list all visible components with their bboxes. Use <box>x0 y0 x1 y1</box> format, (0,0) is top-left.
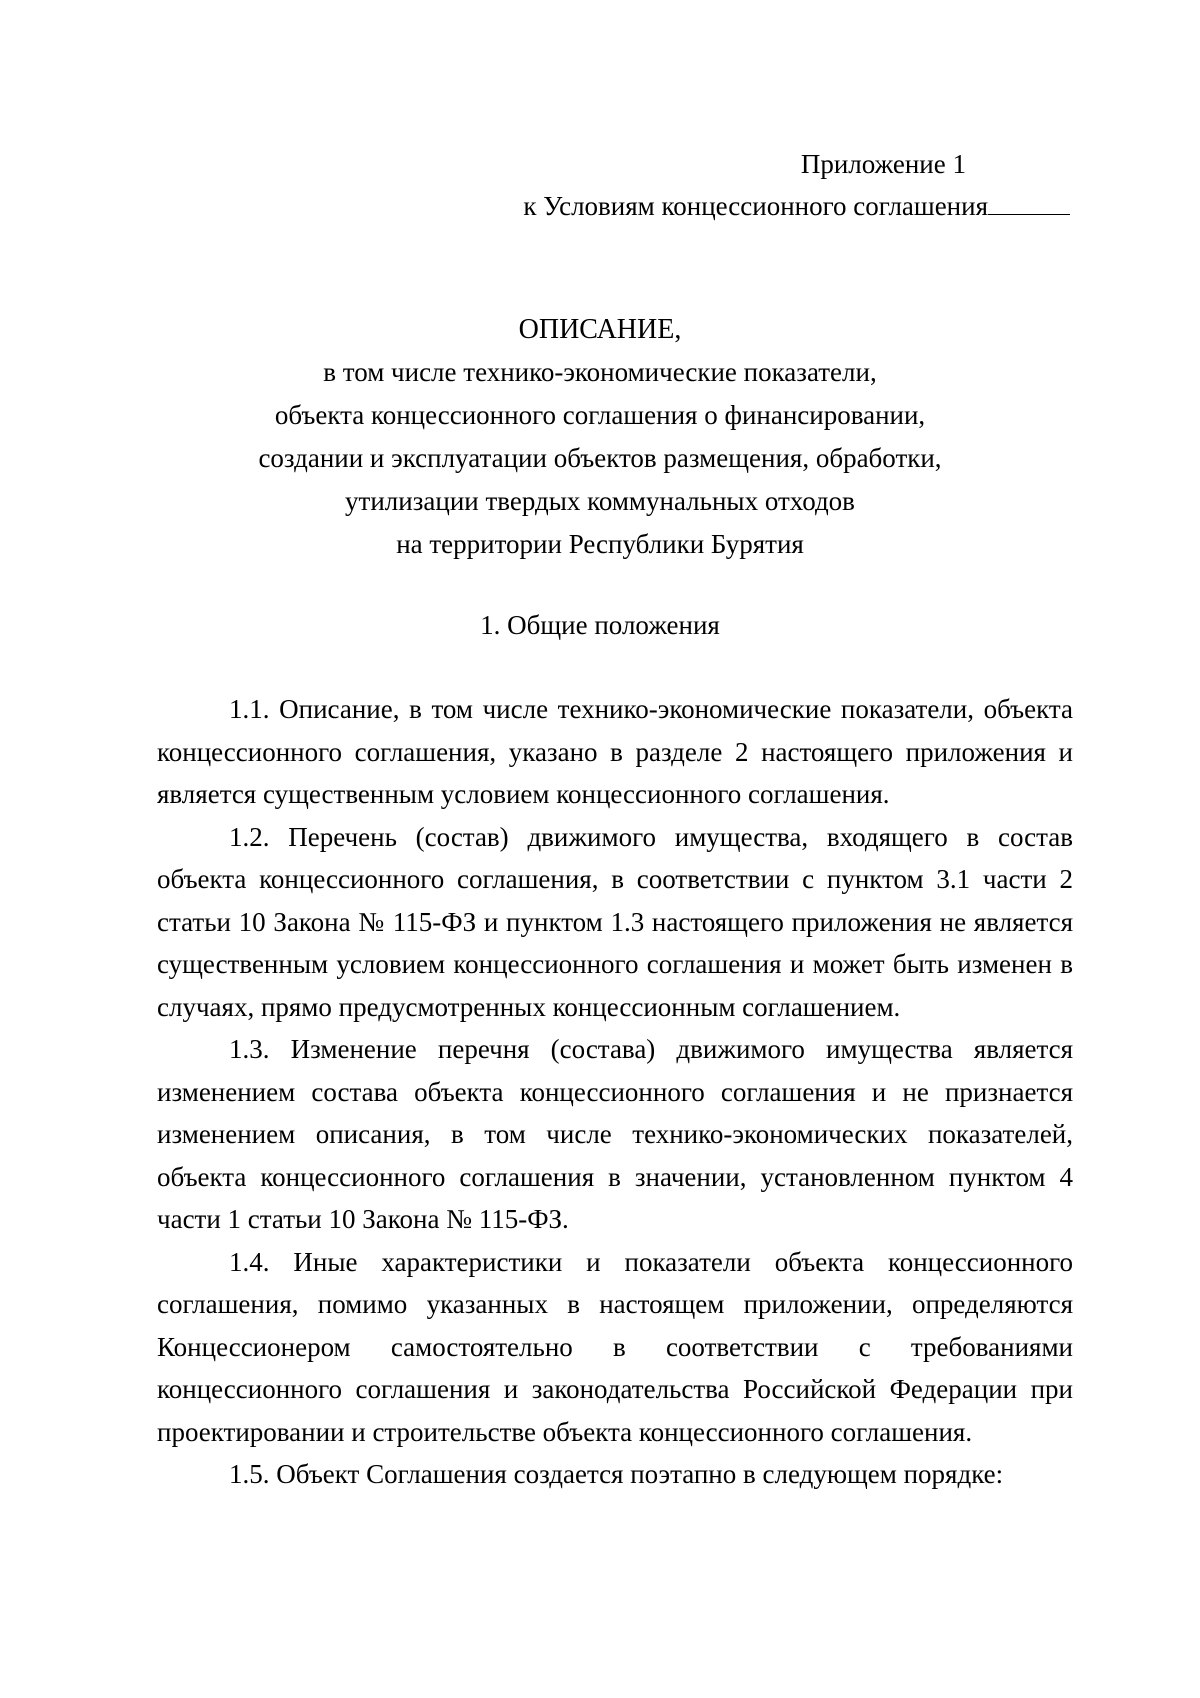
paragraph-1-3: 1.3. Изменение перечня (состава) движимого имущества является изменением состава объекта концессионного соглашения и не признается изменением описания, в том числе технико-экономических показателей, объекта концессионного соглашения в значении, установленном пунктом 4 части 1 статьи 10 Закона № 115-ФЗ. <box>157 1034 1073 1234</box>
title-line: на территории Республики Бурятия <box>396 529 804 559</box>
paragraph-1-4: 1.4. Иные характеристики и показатели объекта концессионного соглашения, помимо указанных в настоящем приложении, определяются Концессионером самостоятельно в соответствии с требованиями концессионного соглашения и законодательства Российской Федерации при проектировании и строительстве объекта концессионного соглашения. <box>157 1246 1073 1447</box>
title-line: в том числе технико-экономические показатели, <box>323 357 877 387</box>
paragraph-1-5: 1.5. Объект Соглашения создается поэтапно в следующем порядке: <box>229 1459 1004 1489</box>
title-line: создании и эксплуатации объектов размещения, обработки, <box>258 443 942 473</box>
paragraph-1-2: 1.2. Перечень (состав) движимого имущества, входящего в состав объекта концессионного соглашения, в соответствии с пунктом 3.1 части 2 статьи 10 Закона № 115-ФЗ и пунктом 1.3 настоящего приложения не является существенным условием концессионного соглашения и может быть изменен в случаях, прямо предусмотренных концессионным соглашением. <box>157 821 1073 1022</box>
section-body <box>157 688 1073 1496</box>
title-line: объекта концессионного соглашения о финансировании, <box>274 400 926 430</box>
agreement-number-blank <box>988 192 1070 215</box>
appendix-subject <box>523 185 1070 227</box>
title-line: утилизации твердых коммунальных отходов <box>345 486 855 516</box>
paragraph-1-1: 1.1. Описание, в том числе технико-экономические показатели, объекта концессионного соглашения, указано в разделе 2 настоящего приложения и является существенным условием концессионного соглашения. <box>157 694 1073 809</box>
appendix-subject-text: к Условиям концессионного соглашения <box>523 191 988 221</box>
document-title <box>0 308 1200 566</box>
appendix-number: Приложение 1 <box>800 149 966 179</box>
title-heading: ОПИСАНИЕ, <box>518 314 682 345</box>
section-heading: 1. Общие положения <box>480 610 720 640</box>
appendix-reference <box>523 143 1070 227</box>
